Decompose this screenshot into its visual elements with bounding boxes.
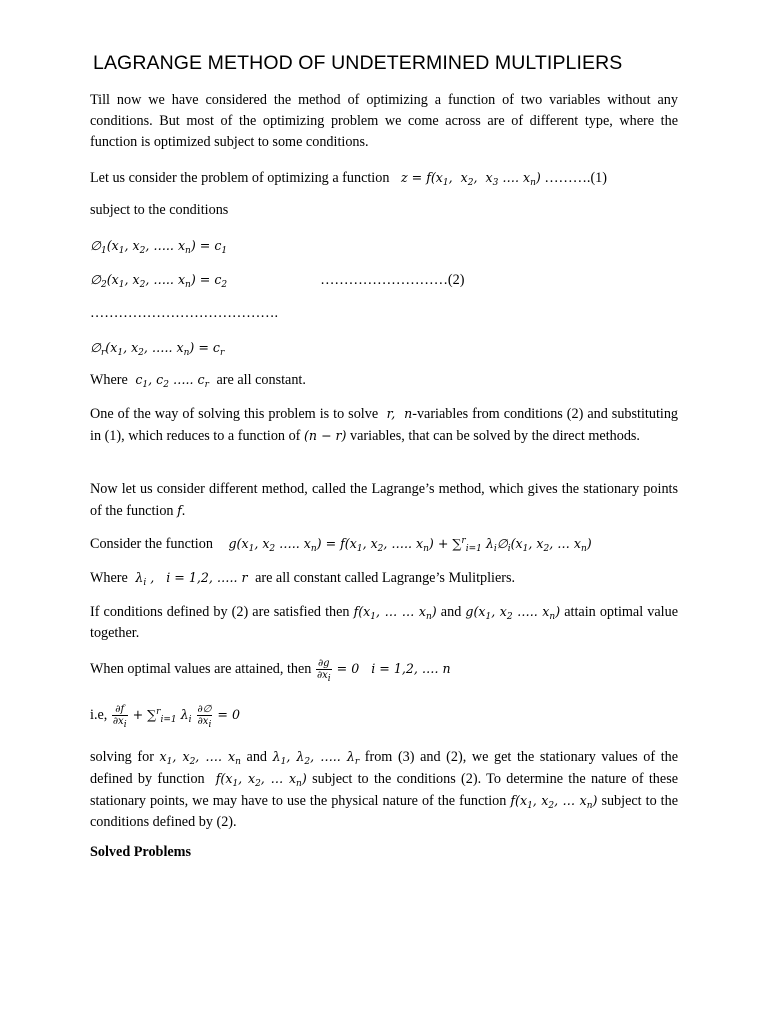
condition-2: $\emptyset_2(x_1$, $x_2$, ….. $x_n) = c_2$ ………………………(2): [90, 272, 465, 290]
paragraph-stationary-condition: When optimal values are attained, then $\frac{\partial g}{\partial x_i}$ = 0 i = 1,2, …. n: [90, 658, 451, 684]
paragraph-conditions: subject to the conditions: [90, 202, 229, 218]
paragraph-direct-method: One of the way of solving this problem is to solve r, n-variables from conditions (2) and substituting in (1), which reduces to a function of (n − r) variables, that can be solved by the direct methods.: [90, 406, 679, 444]
ellipsis-line: ………………………………….: [90, 305, 278, 321]
paragraph-optimal: If conditions defined by (2) are satisfied then $f(x_1$, … … $x_n$) and $g(x_1$, $x_2$ ….. $x_n$) attain optimal value together.: [90, 604, 678, 641]
paragraph-consider-function: Consider the function $g(x_1$, $x_2$ ….. $x_n) = f(x_1$, $x_2$, ….. $x_n) + \sum^r_{i=1}$ $\lambda_i\emptyset_i(x_1$, $x_2$, … $x_n$): [90, 536, 592, 554]
equation-label-1: ……….(1): [544, 170, 607, 186]
condition-1: $\emptyset_1(x_1$, $x_2$, ….. $x_n) = c_1$: [90, 238, 228, 256]
paragraph-problem: [90, 167, 678, 189]
paragraph-multipliers: Where $\lambda_i$ , i = 1,2, ….. r are all constant called Lagrange’s Mulitpliers.: [90, 570, 516, 588]
equation-objective: $z = f(x_1$, $x_2$, $x_3$ …. $x_n$): [393, 170, 541, 188]
paragraph-solving: solving for $x_1$, $x_2$, …. $x_n$ and $\lambda_1$, $\lambda_2$, ….. $\lambda_r$ from (3) and (2), we get the stationary values of the defined by function $f(x_1$, $x_2$, … $x_n$) subject to the conditions (2). To determine the nature of these stationary points, we may have to use the physical nature of the function $f(x_1$, $x_2$, … $x_n$) subject to the conditions defined by (2).: [90, 749, 679, 830]
heading-solved-problems: Solved Problems: [90, 844, 192, 860]
paragraph-lagrange-intro: Now let us consider different method, called the Lagrange’s method, which gives the stationary points of the function f.: [90, 481, 678, 519]
paragraph-ie-equation: i.e, $\frac{\partial f}{\partial x_i}$ + ∑$^r_{i=1}$ $\lambda_i$ $\frac{\partial\emptyset}{\partial x_i}$ = 0: [90, 704, 240, 730]
problem-text: Let us consider the problem of optimizing a function: [90, 170, 390, 186]
page-title: LAGRANGE METHOD OF UNDETERMINED MULTIPLIERS: [93, 52, 623, 74]
equation-label-2: ………………………(2): [320, 272, 465, 288]
condition-r: $\emptyset_r(x_1$, $x_2$, ….. $x_n) = c_r$: [90, 340, 225, 358]
paragraph-constants: Where $c_1$, $c_2$ ….. $c_r$ are all constant.: [90, 372, 306, 390]
paragraph-intro: Till now we have considered the method of optimizing a function of two variables without any conditions. But most of the optimizing problem we come across are of different type, where the function is optimized subject to some conditions.: [90, 92, 678, 150]
